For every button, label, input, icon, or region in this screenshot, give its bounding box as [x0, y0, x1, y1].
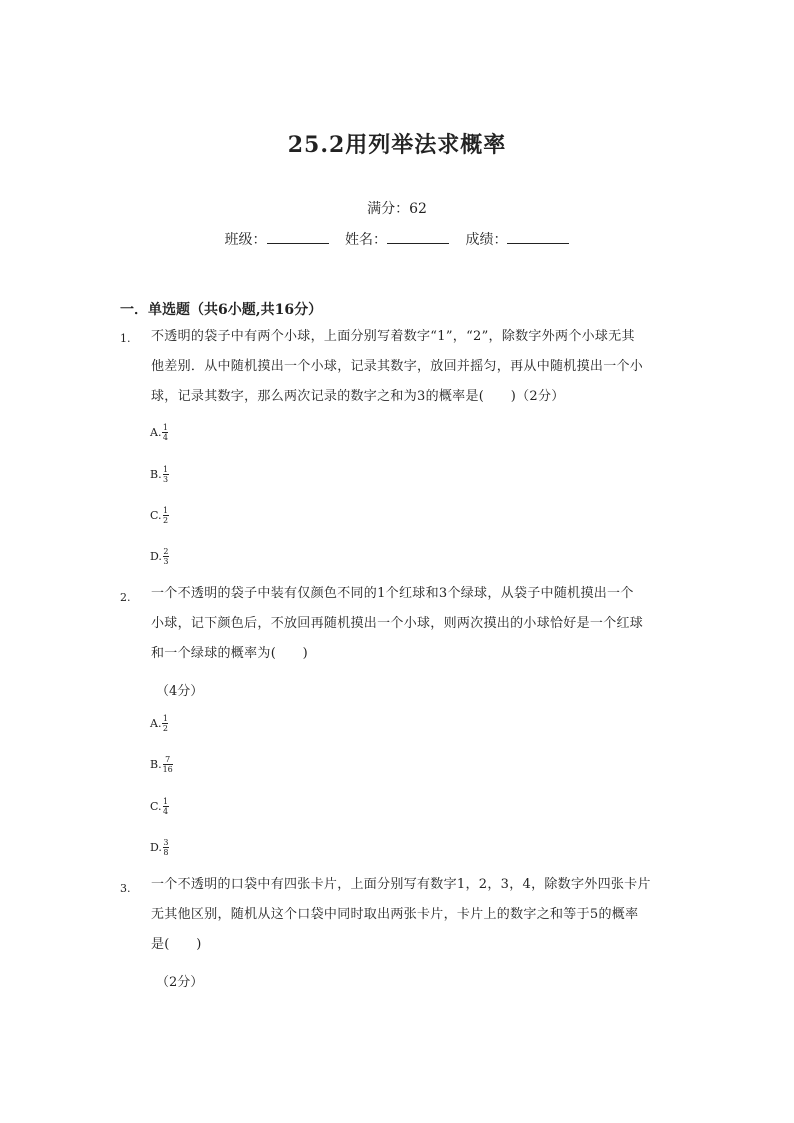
- option-label: A.: [150, 426, 162, 439]
- option-c[interactable]: [150, 797, 169, 816]
- stem-line: 他差别．从中随机摸出一个小球，记录其数字，放回并摇匀，再从中随机摸出一个小: [151, 359, 644, 374]
- question-points: （2分）: [156, 975, 204, 990]
- option-fraction: [163, 547, 169, 566]
- question-stem: [151, 579, 671, 669]
- option-label: C.: [150, 509, 162, 522]
- denominator: 3: [163, 557, 169, 566]
- numerator: 3: [163, 838, 169, 847]
- stem-line: 一个不透明的袋子中装有仅颜色不同的1个红球和3个绿球，从袋子中随机摸出一个: [151, 586, 634, 601]
- denominator: 4: [162, 433, 168, 442]
- total-score: 满分：62: [367, 201, 427, 217]
- stem-line: 一个不透明的口袋中有四张卡片，上面分别写有数字1，2，3，4，除数字外四张卡片: [151, 877, 651, 892]
- option-fraction: [163, 465, 169, 484]
- numerator: 1: [163, 465, 169, 474]
- name-field: [345, 232, 453, 248]
- denominator: 2: [162, 724, 168, 733]
- grade-blank: [507, 231, 569, 244]
- option-label: A.: [150, 717, 162, 730]
- stem-line: 是( ): [151, 937, 202, 952]
- option-b[interactable]: [150, 465, 169, 484]
- option-fraction: [163, 755, 173, 774]
- stem-line: 球，记录其数字，那么两次记录的数字之和为3的概率是( )（2分）: [151, 389, 565, 404]
- class-blank: [267, 231, 329, 244]
- question-number: 2.: [120, 591, 131, 604]
- option-label: B.: [150, 758, 162, 771]
- numerator: 7: [165, 755, 171, 764]
- option-fraction: [162, 423, 168, 442]
- question-stem: [151, 322, 671, 412]
- numerator: 1: [162, 797, 169, 806]
- stem-line: 和一个绿球的概率为( ): [151, 646, 309, 661]
- name-blank: [387, 231, 449, 244]
- option-c[interactable]: [150, 506, 169, 525]
- option-fraction: [163, 506, 169, 525]
- class-field: [225, 232, 333, 248]
- class-label: 班级：: [224, 232, 267, 248]
- option-d[interactable]: [150, 547, 169, 566]
- numerator: 2: [163, 547, 169, 556]
- question-points: （4分）: [156, 684, 204, 699]
- numerator: 1: [162, 506, 169, 515]
- option-fraction: [163, 797, 169, 816]
- denominator: 2: [162, 516, 169, 525]
- denominator: 4: [162, 807, 169, 816]
- option-fraction: [162, 714, 168, 733]
- grade-label: 成绩：: [465, 232, 508, 248]
- denominator: 8: [163, 848, 169, 857]
- stem-line: 小球，记下颜色后，不放回再随机摸出一个小球，则两次摸出的小球恰好是一个红球: [151, 616, 644, 631]
- question-stem: [151, 870, 671, 960]
- student-info-line: [0, 229, 794, 249]
- denominator: 16: [162, 765, 173, 774]
- option-fraction: [163, 838, 169, 857]
- numerator: 1: [162, 423, 168, 432]
- question-number: 3.: [120, 882, 131, 895]
- name-label: 姓名：: [345, 232, 387, 248]
- option-label: D.: [150, 550, 162, 563]
- option-label: C.: [150, 800, 162, 813]
- question-number: 1.: [120, 332, 131, 345]
- option-label: D.: [150, 841, 162, 854]
- section-title: 一．单选题（共6小题,共16分）: [120, 302, 323, 318]
- numerator: 1: [162, 714, 168, 723]
- option-a[interactable]: [150, 423, 168, 442]
- document-title: 25.2用列举法求概率: [287, 132, 507, 158]
- stem-line: 无其他区别，随机从这个口袋中同时取出两张卡片，卡片上的数字之和等于5的概率: [151, 907, 639, 922]
- stem-line: 不透明的袋子中有两个小球，上面分别写着数字“1”，“2”，除数字外两个小球无其: [151, 329, 635, 344]
- option-b[interactable]: [150, 755, 173, 774]
- option-d[interactable]: [150, 838, 169, 857]
- option-a[interactable]: [150, 714, 168, 733]
- denominator: 3: [163, 475, 169, 484]
- option-label: B.: [150, 468, 162, 481]
- grade-field: [465, 232, 569, 248]
